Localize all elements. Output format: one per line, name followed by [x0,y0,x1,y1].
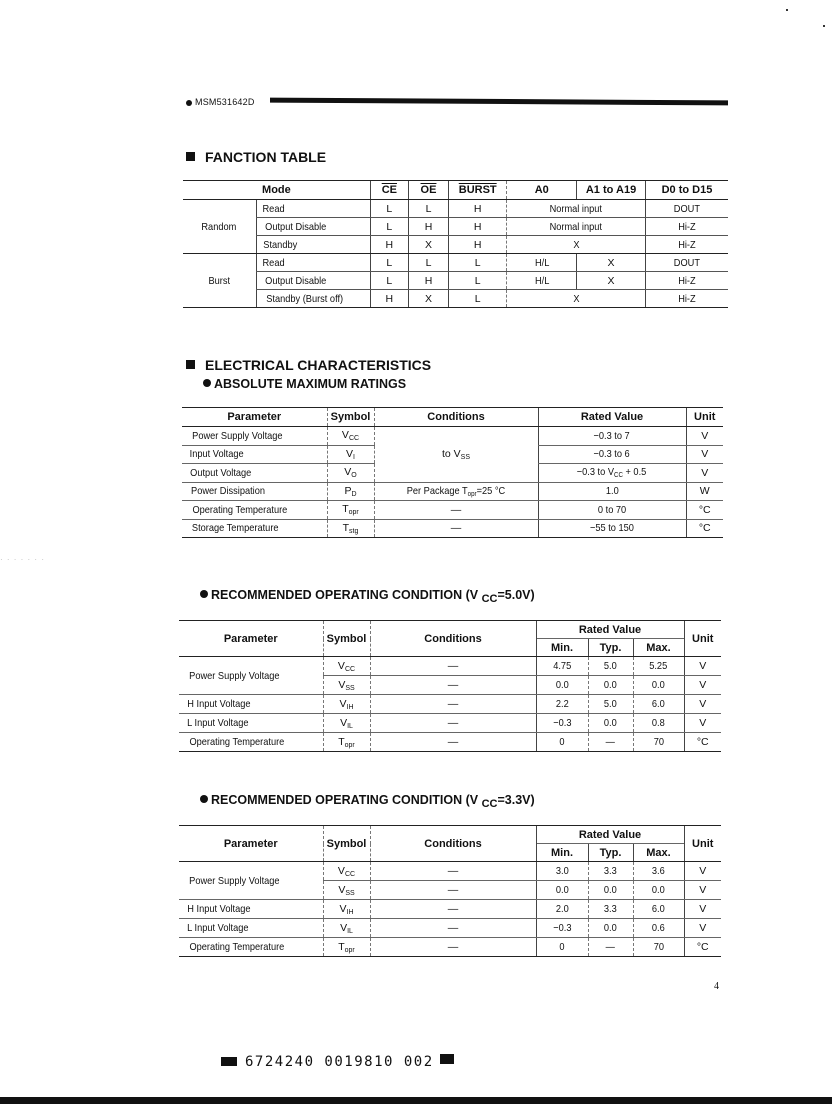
unit-cell: V [686,464,723,483]
data-cell: DOUT [645,200,728,218]
group-burst: Burst [183,254,256,308]
symbol-cell: $V_{IH}$ [323,695,370,714]
table-row [183,254,728,272]
min-cell: 3.0 [536,862,588,881]
param-cell: Power Supply Voltage [182,427,327,446]
table-row [179,733,721,752]
min-cell: −0.3 [536,919,588,938]
header-unit: Unit [684,621,721,657]
table-row [179,919,721,938]
unit-cell: °C [684,938,721,957]
a1-a19-cell: X [577,254,646,272]
typ-cell: 0.0 [588,676,633,695]
min-cell: 4.75 [536,657,588,676]
max-cell: 6.0 [633,695,684,714]
table-row [182,482,723,501]
abs-max-heading: ABSOLUTE MAXIMUM RATINGS [203,377,406,391]
symbol-cell: $V_{IL}$ [323,714,370,733]
symbol-cell: $T_{opr}$ [323,733,370,752]
mode-cell: Read [256,254,370,272]
param-cell: Power Dissipation [182,482,327,501]
electrical-heading [186,357,431,373]
param-cell: L Input Voltage [179,919,323,938]
header-symbol: Symbol [327,408,374,427]
data-cell: Hi-Z [645,236,728,254]
symbol-cell: $T_{opr}$ [327,501,374,520]
oe-cell: L [408,200,448,218]
typ-cell: 0.0 [588,714,633,733]
table-row [183,200,728,218]
burst-cell: H [449,218,507,236]
min-cell: 2.0 [536,900,588,919]
function-table [183,180,728,308]
max-cell: 70 [633,938,684,957]
symbol-cell: $V_{CC}$ [327,427,374,446]
barcode-block-left [221,1057,237,1066]
unit-cell: V [684,714,721,733]
max-cell: 0.0 [633,676,684,695]
scan-artifact: · · · · · · · [0,555,45,564]
unit-cell: °C [686,501,723,520]
header-max: Max. [633,639,684,657]
min-cell: 2.2 [536,695,588,714]
table-row [182,427,723,446]
header-typ: Typ. [588,844,633,862]
symbol-cell: $V_{SS}$ [323,881,370,900]
bullet-icon [186,100,192,106]
ce-cell: L [370,200,408,218]
unit-cell: V [686,445,723,464]
max-cell: 6.0 [633,900,684,919]
min-cell: 0.0 [536,676,588,695]
condition-cell: — [370,733,536,752]
condition-cell: — [370,881,536,900]
condition-cell: — [370,676,536,695]
typ-cell: 5.0 [588,695,633,714]
param-cell: Power Supply Voltage [179,862,323,900]
symbol-cell: $V_{CC}$ [323,862,370,881]
data-cell: Hi-Z [645,290,728,308]
header-unit: Unit [684,826,721,862]
typ-cell: 3.3 [588,862,633,881]
min-cell: 0.0 [536,881,588,900]
header-mode: Mode [183,181,370,200]
table-row [183,236,728,254]
bottom-scan-edge [0,1097,832,1104]
burst-cell: H [449,236,507,254]
table-row [179,714,721,733]
header-ce: $\overline{CE}$ [370,181,408,200]
param-cell: Operating Temperature [179,938,323,957]
table-row [182,519,723,538]
table-row [179,695,721,714]
unit-cell: °C [686,519,723,538]
bullet-icon [203,379,211,387]
header-rated: Rated Value [538,408,686,427]
param-cell: H Input Voltage [179,900,323,919]
condition-cell: — [370,695,536,714]
max-cell: 5.25 [633,657,684,676]
unit-cell: W [686,482,723,501]
table-row [182,501,723,520]
unit-cell: V [686,427,723,446]
max-cell: 3.6 [633,862,684,881]
square-bullet-icon [186,360,195,369]
header-burst: BURST [449,181,507,200]
header-symbol: Symbol [323,621,370,657]
max-cell: 70 [633,733,684,752]
header-oe: $\overline{OE}$ [408,181,448,200]
bullet-icon [200,590,208,598]
param-cell: Output Voltage [182,464,327,483]
table-row [179,862,721,881]
a0-cell: H/L [507,272,577,290]
condition-cell: — [370,900,536,919]
absolute-max-table [182,407,723,538]
typ-cell: 0.0 [588,919,633,938]
square-bullet-icon [186,152,195,161]
unit-cell: V [684,881,721,900]
ce-cell: L [370,272,408,290]
burst-cell: L [449,290,507,308]
recommended-3v3-table [179,825,721,957]
symbol-cell: $T_{opr}$ [323,938,370,957]
roc-3v3-heading: RECOMMENDED OPERATING CONDITION (V $_{CC}$=3.3V) [200,793,535,810]
typ-cell: — [588,938,633,957]
param-cell: L Input Voltage [179,714,323,733]
unit-cell: °C [684,733,721,752]
oe-cell: L [408,254,448,272]
param-cell: Operating Temperature [179,733,323,752]
burst-cell: L [449,272,507,290]
typ-cell: — [588,733,633,752]
mode-cell: Output Disable [256,218,370,236]
header-parameter: Parameter [182,408,327,427]
symbol-cell: $V_O$ [327,464,374,483]
param-cell: Operating Temperature [182,501,327,520]
header-a1-a19: A1 to A19 [577,181,646,200]
unit-cell: V [684,676,721,695]
address-cell: X [507,290,646,308]
header-rated: Rated Value [536,621,684,639]
symbol-cell: $V_I$ [327,445,374,464]
part-number-header [186,97,255,107]
table-row [179,938,721,957]
condition-cell: — [370,862,536,881]
unit-cell: V [684,900,721,919]
header-conditions: Conditions [370,621,536,657]
table-row [183,290,728,308]
scan-speck [823,25,825,27]
bullet-icon [200,795,208,803]
min-cell: 0 [536,733,588,752]
table-row [183,272,728,290]
min-cell: −0.3 [536,714,588,733]
rated-cell: −0.3 to 6 [538,445,686,464]
ce-cell: L [370,218,408,236]
symbol-cell: $P_D$ [327,482,374,501]
oe-cell: X [408,290,448,308]
symbol-cell: $V_{IL}$ [323,919,370,938]
rated-cell: 0 to 70 [538,501,686,520]
header-d0-d15: D0 to D15 [645,181,728,200]
part-number: MSM531642D [195,97,255,107]
unit-cell: V [684,657,721,676]
mode-cell: Read [256,200,370,218]
ce-cell: L [370,254,408,272]
oe-cell: X [408,236,448,254]
barcode-text: 6724240 0019810 002 [245,1054,434,1070]
typ-cell: 5.0 [588,657,633,676]
symbol-cell: $T_{stg}$ [327,519,374,538]
ce-cell: H [370,236,408,254]
page-number: 4 [714,981,719,992]
unit-cell: V [684,919,721,938]
burst-cell: H [449,200,507,218]
param-cell: Power Supply Voltage [179,657,323,695]
condition-cell: — [370,714,536,733]
mode-cell: Standby (Burst off) [256,290,370,308]
a1-a19-cell: X [577,272,646,290]
header-unit: Unit [686,408,723,427]
address-cell: Normal input [507,200,646,218]
min-cell: 0 [536,938,588,957]
oe-cell: H [408,272,448,290]
header-rule [270,98,728,106]
symbol-cell: $V_{SS}$ [323,676,370,695]
unit-cell: V [684,695,721,714]
header-parameter: Parameter [179,826,323,862]
typ-cell: 0.0 [588,881,633,900]
header-symbol: Symbol [323,826,370,862]
recommended-5v-table [179,620,721,752]
function-table-heading [186,149,326,165]
ce-cell: H [370,290,408,308]
table-row [183,218,728,236]
param-cell: H Input Voltage [179,695,323,714]
condition-cell: — [370,938,536,957]
header-conditions: Conditions [374,408,538,427]
condition-cell: — [374,501,538,520]
electrical-title: ELECTRICAL CHARACTERISTICS [205,357,432,373]
function-table-title: FANCTION TABLE [205,149,327,165]
param-cell: Storage Temperature [182,519,327,538]
header-parameter: Parameter [179,621,323,657]
address-cell: X [507,236,646,254]
max-cell: 0.8 [633,714,684,733]
group-random: Random [183,200,256,254]
condition-cell: Per Package $T_{opr}=25$ °C [374,482,538,501]
rated-cell: −0.3 to $V_{CC} + 0.5$ [538,464,686,483]
roc-5v-heading: RECOMMENDED OPERATING CONDITION (V $_{CC}$=5.0V) [200,588,535,605]
scan-speck [786,9,788,11]
condition-cell: — [370,657,536,676]
table-row [179,900,721,919]
unit-cell: V [684,862,721,881]
merged-condition-cell: to $V_{SS}$ [374,427,538,483]
typ-cell: 3.3 [588,900,633,919]
symbol-cell: $V_{IH}$ [323,900,370,919]
scan-id-barcode [213,1054,462,1070]
condition-cell: — [370,919,536,938]
rated-cell: −55 to 150 [538,519,686,538]
max-cell: 0.0 [633,881,684,900]
oe-cell: H [408,218,448,236]
rated-cell: −0.3 to 7 [538,427,686,446]
condition-cell: — [374,519,538,538]
header-conditions: Conditions [370,826,536,862]
data-cell: DOUT [645,254,728,272]
header-min: Min. [536,844,588,862]
data-cell: Hi-Z [645,272,728,290]
address-cell: Normal input [507,218,646,236]
header-a0: A0 [507,181,577,200]
header-rated: Rated Value [536,826,684,844]
param-cell: Input Voltage [182,445,327,464]
table-row [179,657,721,676]
max-cell: 0.6 [633,919,684,938]
header-max: Max. [633,844,684,862]
rated-cell: 1.0 [538,482,686,501]
burst-cell: L [449,254,507,272]
a0-cell: H/L [507,254,577,272]
header-typ: Typ. [588,639,633,657]
mode-cell: Standby [256,236,370,254]
data-cell: Hi-Z [645,218,728,236]
barcode-block-right [440,1054,454,1064]
symbol-cell: $V_{CC}$ [323,657,370,676]
mode-cell: Output Disable [256,272,370,290]
header-min: Min. [536,639,588,657]
